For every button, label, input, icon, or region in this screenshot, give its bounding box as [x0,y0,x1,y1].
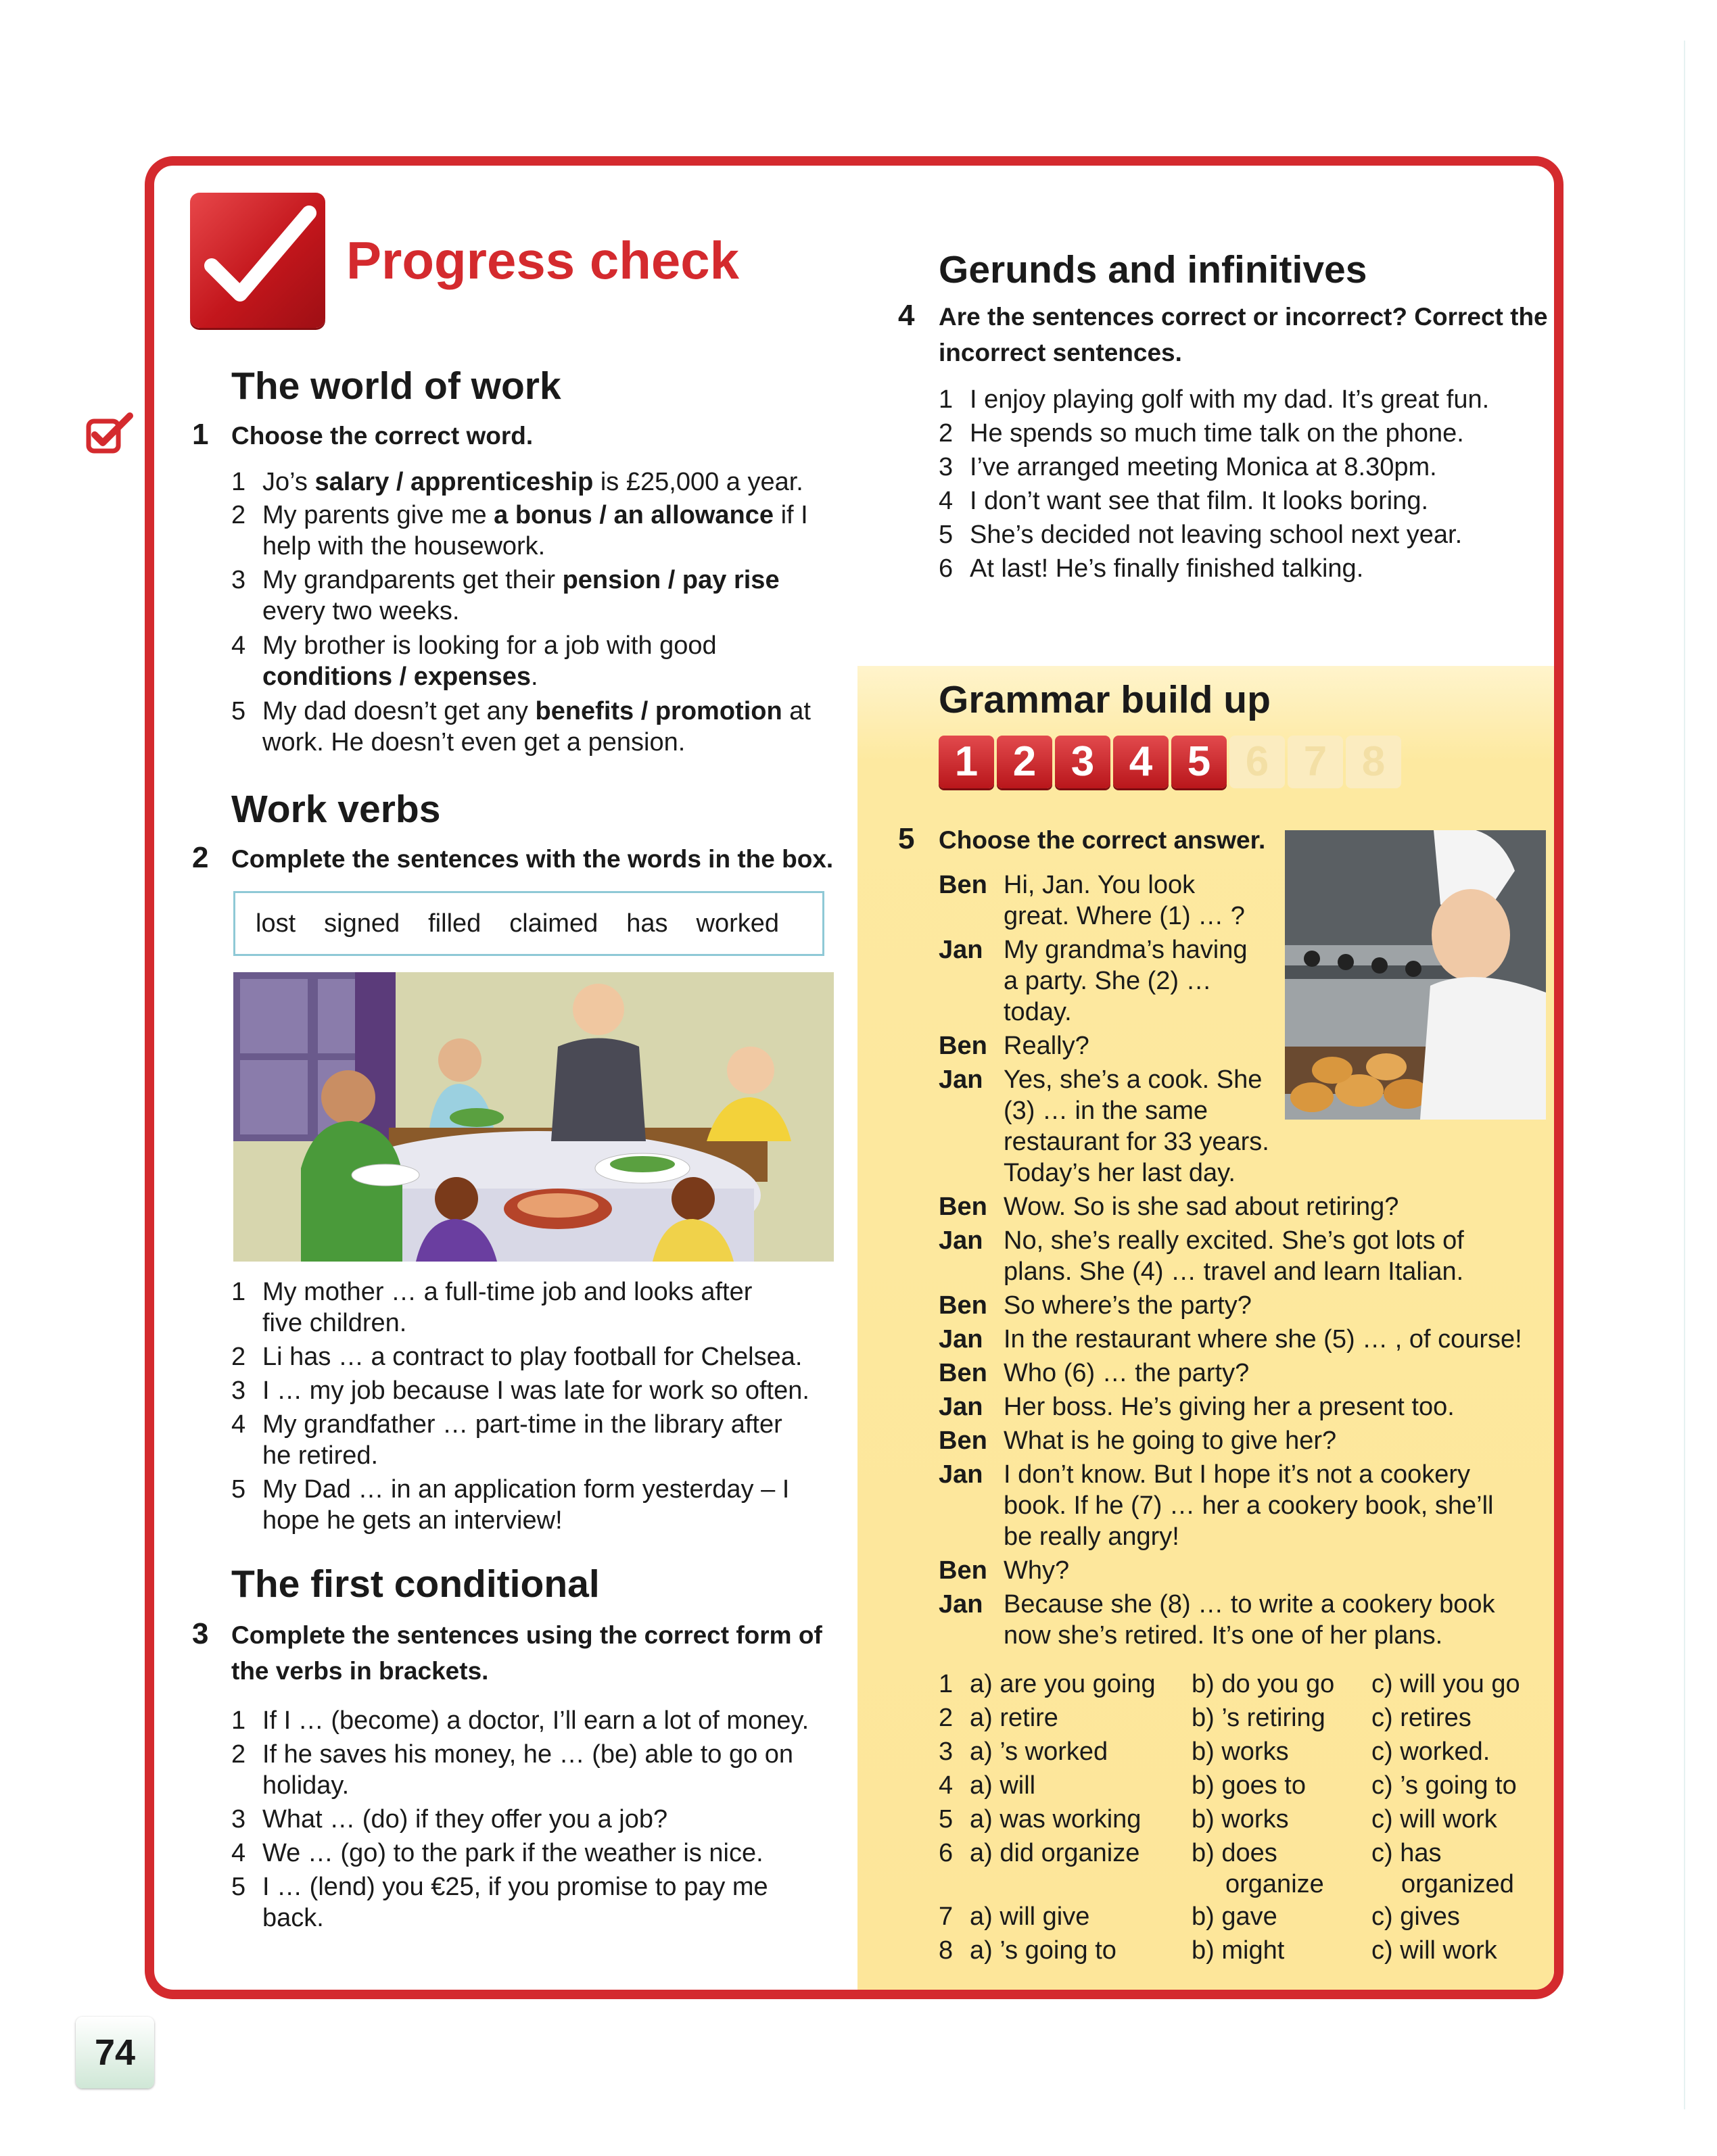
word-choice: a bonus / an allowance [494,501,774,529]
item-number: 4 [939,487,954,515]
item-text: We … (go) to the park if the weather is nice. [262,1839,763,1867]
list-item [939,418,1547,449]
dialogue-text: What is he going to give her? [1004,1427,1337,1455]
speaker-name: Jan [939,1460,983,1489]
list-item [231,1409,840,1471]
answer-number: 8 [939,1936,954,1965]
word-choice: benefits / promotion [535,697,782,725]
dialogue-text: Because she (8) … to write a cookery book [1004,1590,1495,1619]
answer-option-b [1192,1838,1324,1900]
item-text: five children. [262,1309,407,1337]
page-number: 74 [76,2017,154,2088]
page-title: Progress check [346,231,740,290]
item-text: My grandfather … part-time in the library after [262,1410,782,1439]
chef-photo [1285,830,1546,1120]
dialogue-line [939,1225,1547,1287]
list-item [231,696,840,758]
answer-text: organize [1225,1870,1324,1898]
item-text: My mother … a full-time job and looks after [262,1278,753,1306]
item-number: 2 [939,419,954,448]
item-number: 4 [231,1839,246,1867]
dialogue-line [939,1358,1547,1389]
dialogue-line [939,1391,1547,1422]
item-text: My grandparents get their [262,566,563,594]
checkmark-logo-icon [190,193,325,328]
item-text: every two weeks. [262,597,460,625]
dialogue-text: a party. She (2) … [1004,967,1212,995]
answer-option-a: a) will [970,1771,1036,1800]
dialogue-line [939,1555,1547,1586]
exercise-3-instruction [231,1617,822,1689]
dialogue-text: now she’s retired. It’s one of her plans. [1004,1621,1443,1650]
list-item [231,1871,840,1934]
exercise-1-instruction: Choose the correct word. [231,422,534,450]
dialogue-text: I don’t know. But I hope it’s not a cookery [1004,1460,1471,1489]
dialogue-text: Today’s her last day. [1004,1159,1236,1187]
item-text: I enjoy playing golf with my dad. It’s great fun. [970,385,1490,414]
answer-row [939,1804,1547,1835]
dialogue-text: Why? [1004,1556,1070,1585]
progress-step-6: 6 [1229,736,1285,788]
word-choice: pension / pay rise [562,566,780,594]
dialogue-text: No, she’s really excited. She’s got lots of [1004,1226,1464,1255]
dialogue-text: Hi, Jan. You look [1004,871,1196,899]
item-text: My dad doesn’t get any [262,697,536,725]
answer-number: 6 [939,1839,954,1867]
list-item [939,485,1547,517]
item-text: back. [262,1904,324,1932]
answer-option-a: a) will give [970,1902,1090,1931]
answer-row [939,1669,1547,1700]
dialogue-line [939,1324,1547,1355]
item-text: work. He doesn’t even get a pension. [262,728,686,757]
item-number: 3 [939,453,954,481]
list-item [231,500,840,562]
list-item [939,452,1547,483]
dialogue-line [939,869,1277,932]
item-number: 1 [231,1278,246,1306]
family-dinner-illustration [233,972,834,1262]
item-text: I … (lend) you €25, if you promise to pay me [262,1873,768,1901]
progress-step-1: 1 [939,736,994,788]
item-number: 5 [939,521,954,549]
speaker-name: Jan [939,1590,983,1619]
exercise-number-2: 2 [192,841,209,874]
answer-row [939,1901,1547,1932]
speaker-name: Jan [939,1226,983,1255]
speaker-name: Jan [939,1325,983,1354]
item-text: help with the housework. [262,532,546,560]
dialogue-line [939,1191,1547,1222]
answer-option-c: c) will work [1371,1805,1497,1834]
answer-row [939,1935,1547,1966]
speaker-name: Ben [939,1032,987,1060]
answer-text: c) has [1371,1839,1442,1867]
answer-option-b: b) ’s retiring [1192,1704,1325,1732]
answer-option-c: c) worked. [1371,1738,1490,1766]
list-item [231,565,840,627]
answer-option-b: b) gave [1192,1902,1277,1931]
item-text: I … my job because I was late for work so often. [262,1376,809,1405]
dialogue-text: book. If he (7) … her a cookery book, she’ll [1004,1491,1494,1520]
answer-text: b) does [1192,1839,1277,1867]
exercise-number-3: 3 [192,1617,209,1650]
word-box-item: worked [696,909,780,938]
list-item [231,1474,840,1536]
dialogue-text: today. [1004,998,1072,1026]
exercise-number-1: 1 [192,418,209,451]
item-text: If I … (become) a doctor, I’ll earn a lot of money. [262,1706,809,1735]
answer-option-a: a) ’s worked [970,1738,1108,1766]
dialogue-line [939,1459,1547,1552]
item-number: 6 [939,554,954,583]
progress-step-3: 3 [1055,736,1110,788]
dialogue-text: be really angry! [1004,1523,1179,1551]
list-item [939,384,1547,415]
answer-number: 4 [939,1771,954,1800]
dialogue-text: My grandma’s having [1004,936,1248,964]
item-number: 1 [939,385,954,414]
answer-option-b: b) goes to [1192,1771,1306,1800]
progress-step-8: 8 [1346,736,1401,788]
dialogue-line [939,1425,1547,1456]
answer-option-c: c) gives [1371,1902,1460,1931]
item-number: 2 [231,1740,246,1769]
item-text: My brother is looking for a job with good [262,631,717,660]
dialogue-text: Really? [1004,1032,1089,1060]
answer-option-b: b) might [1192,1936,1285,1965]
answer-row [939,1702,1547,1733]
dialogue-text: (3) … in the same [1004,1097,1208,1125]
item-number: 1 [231,1706,246,1735]
item-text: he retired. [262,1441,379,1470]
item-number: 5 [231,1873,246,1901]
item-text: I’ve arranged meeting Monica at 8.30pm. [970,453,1437,481]
item-text: Jo’s [262,468,315,496]
answer-option-b: b) works [1192,1805,1289,1834]
word-box-item: filled [428,909,481,938]
section-heading-grammar-build-up: Grammar build up [939,678,1271,721]
progress-step-2: 2 [997,736,1052,788]
speaker-name: Jan [939,1065,983,1094]
list-item [231,1375,840,1406]
word-box-item: has [626,909,668,938]
exercise-number-5: 5 [898,822,915,855]
item-text: if I [774,501,808,529]
item-text: My parents give me [262,501,494,529]
item-number: 4 [231,631,246,660]
word-box-item: signed [324,909,400,938]
answer-option-a: a) did organize [970,1839,1140,1867]
answer-number: 3 [939,1738,954,1766]
item-text: If he saves his money, he … (be) able to go on [262,1740,794,1769]
speaker-name: Ben [939,1291,987,1320]
word-box-item: lost [256,909,296,938]
instruction-line: Complete the sentences using the correct form of [231,1621,822,1649]
list-item [939,553,1547,584]
exercise-4-instruction [939,299,1548,370]
item-text: is £25,000 a year. [593,468,803,496]
section-heading-world-of-work: The world of work [231,364,561,408]
item-text: at [782,697,811,725]
item-text: At last! He’s finally finished talking. [970,554,1364,583]
item-number: 3 [231,566,246,594]
item-number: 2 [231,501,246,529]
item-number: 4 [231,1410,246,1439]
answer-number: 1 [939,1670,954,1698]
word-choice: conditions / expenses [262,663,531,691]
list-item [939,519,1547,550]
item-number: 5 [231,697,246,725]
dialogue-text: So where’s the party? [1004,1291,1252,1320]
dialogue-text: Who (6) … the party? [1004,1359,1250,1387]
side-checkbox-icon [85,412,135,455]
dialogue-line [939,1589,1547,1651]
answer-number: 2 [939,1704,954,1732]
dialogue-text: In the restaurant where she (5) … , of course! [1004,1325,1522,1354]
answer-option-c: c) retires [1371,1704,1472,1732]
dialogue-line [939,934,1277,1028]
instruction-line: Are the sentences correct or incorrect? Correct the [939,303,1548,331]
item-text: . [531,663,538,691]
list-item [231,1341,840,1372]
answer-option-c: c) will work [1371,1936,1497,1965]
item-text: What … (do) if they offer you a job? [262,1805,668,1834]
answer-text: organized [1401,1870,1514,1898]
dialogue-text: plans. She (4) … travel and learn Italian. [1004,1257,1464,1286]
item-number: 5 [231,1475,246,1504]
answer-option-a: a) ’s going to [970,1936,1116,1965]
list-item [231,1276,840,1339]
section-heading-gerunds-infinitives: Gerunds and infinitives [939,248,1367,291]
answer-row [939,1770,1547,1801]
answer-option-c [1371,1838,1514,1900]
answer-option-b: b) do you go [1192,1670,1335,1698]
answer-row [939,1736,1547,1767]
item-text: Li has … a contract to play football for Chelsea. [262,1343,803,1371]
item-number: 3 [231,1376,246,1405]
item-text: My Dad … in an application form yesterday – I [262,1475,790,1504]
dialogue-line [939,1030,1277,1061]
dialogue-line [939,1290,1547,1321]
speaker-name: Ben [939,1556,987,1585]
dialogue-line [939,1064,1284,1189]
item-text: He spends so much time talk on the phone. [970,419,1464,448]
section-heading-work-verbs: Work verbs [231,788,441,831]
word-box [233,891,824,956]
dialogue-text: great. Where (1) … ? [1004,902,1245,930]
speaker-name: Ben [939,1359,987,1387]
section-heading-first-conditional: The first conditional [231,1562,600,1606]
answer-option-c: c) will you go [1371,1670,1520,1698]
progress-step-5: 5 [1171,736,1227,788]
exercise-5-instruction: Choose the correct answer. [939,826,1266,854]
dialogue-text: Yes, she’s a cook. She [1004,1065,1263,1094]
item-text: hope he gets an interview! [262,1506,563,1535]
answer-row [939,1838,1547,1900]
item-text: I don’t want see that film. It looks boring. [970,487,1429,515]
speaker-name: Ben [939,1193,987,1221]
speaker-name: Ben [939,871,987,899]
answer-option-a: a) was working [970,1805,1142,1834]
list-item [231,1705,840,1736]
dialogue-text: Wow. So is she sad about retiring? [1004,1193,1399,1221]
speaker-name: Jan [939,936,983,964]
answer-option-b: b) works [1192,1738,1289,1766]
item-text: holiday. [262,1771,350,1800]
instruction-line: incorrect sentences. [939,339,1182,366]
progress-step-4: 4 [1113,736,1169,788]
progress-step-7: 7 [1288,736,1343,788]
speaker-name: Jan [939,1393,983,1421]
word-choice: salary / apprenticeship [314,468,594,496]
page-edge-rule [1684,41,1685,2109]
list-item [231,1804,840,1835]
list-item [231,1739,840,1801]
item-number: 1 [231,468,246,496]
instruction-line: the verbs in brackets. [231,1657,489,1685]
word-box-item: claimed [509,909,598,938]
list-item [231,1838,840,1869]
list-item [231,466,840,498]
answer-option-a: a) retire [970,1704,1058,1732]
answer-number: 5 [939,1805,954,1834]
dialogue-text: Her boss. He’s giving her a present too. [1004,1393,1455,1421]
answer-option-c: c) ’s going to [1371,1771,1517,1800]
list-item [231,630,840,692]
item-number: 2 [231,1343,246,1371]
exercise-number-4: 4 [898,299,915,332]
exercise-2-instruction: Complete the sentences with the words in the box. [231,845,834,873]
item-text: She’s decided not leaving school next year. [970,521,1463,549]
dialogue-text: restaurant for 33 years. [1004,1128,1269,1156]
item-number: 3 [231,1805,246,1834]
answer-number: 7 [939,1902,954,1931]
speaker-name: Ben [939,1427,987,1455]
answer-option-a: a) are you going [970,1670,1156,1698]
